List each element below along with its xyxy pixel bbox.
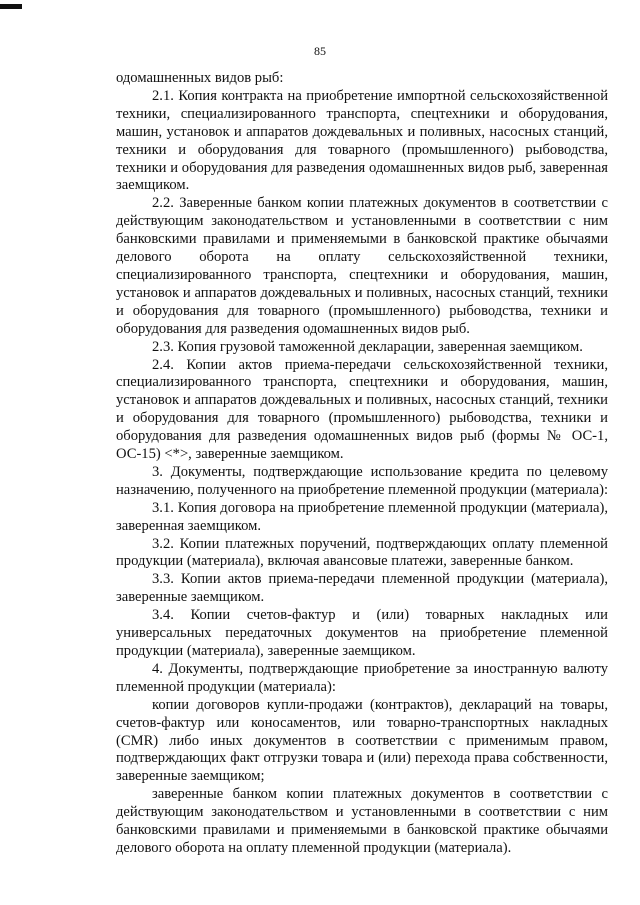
paragraph-3-3: 3.3. Копии актов приема-передачи племенной продукции (материала), заверенные заемщиком.: [116, 571, 608, 606]
paragraph-2-4: 2.4. Копии актов приема-передачи сельскохозяйственной техники, специализированного транспорта, спецтехники и оборудования, машин, установок и аппаратов дождевальных и поливных, насосных станций, техники и оборудования для товарного (промышленного) рыбоводства, техники и оборудования для разведения одомашненных видов рыб (формы № ОС-1, ОС-15) <*>, заверенные заемщиком.: [116, 356, 608, 463]
paragraph-2-2: 2.2. Заверенные банком копии платежных документов в соответствии с действующим законодательством и установленными в соответствии с ним банковскими правилами и применяемыми в банковской практике обычаями делового оборота на оплату сельскохозяйственной техники, специализированного транспорта, спецтехники и оборудования, машин, установок и аппаратов дождевальных и поливных, насосных станций, техники и оборудования для товарного (промышленного) рыбоводства, техники и оборудования для разведения одомашненных видов рыб.: [116, 195, 608, 337]
scan-corner-mark: [0, 4, 22, 9]
paragraph-3-4: 3.4. Копии счетов-фактур и (или) товарных накладных или универсальных передаточных документов на приобретение племенной продукции (материала), заверенные заемщиком.: [116, 607, 608, 659]
page-number: 85: [314, 44, 326, 58]
paragraph-3-2: 3.2. Копии платежных поручений, подтверждающих оплату племенной продукции (материала), включая авансовые платежи, заверенные банком.: [116, 535, 608, 570]
paragraph-4-item-contracts: копии договоров купли-продажи (контрактов), деклараций на товары, счетов-фактур или коносаментов, или товарно-транспортных накладных (CMR) либо иных документов в соответствии с применимым правом, подтверждающих факт отгрузки товара и (или) перехода права собственности, заверенные заемщиком;: [116, 696, 608, 785]
paragraph-continuation: одомашненных видов рыб:: [116, 70, 284, 86]
document-body: [116, 70, 608, 858]
paragraph-4-item-payments: заверенные банком копии платежных документов в соответствии с действующим законодательством и установленными в соответствии с ним банковскими правилами и применяемыми в банковской практике обычаями делового оборота на оплату племенной продукции (материала).: [116, 786, 608, 856]
paragraph-4: 4. Документы, подтверждающие приобретение за иностранную валюту племенной продукции (материала):: [116, 660, 608, 695]
paragraph-2-3: 2.3. Копия грузовой таможенной декларации, заверенная заемщиком.: [152, 338, 583, 355]
paragraph-3: 3. Документы, подтверждающие использование кредита по целевому назначению, полученного на приобретение племенной продукции (материала):: [116, 463, 609, 498]
paragraph-3-1: 3.1. Копия договора на приобретение племенной продукции (материала), заверенная заемщиком.: [116, 499, 608, 534]
paragraph-2-1: 2.1. Копия контракта на приобретение импортной сельскохозяйственной техники, специализированного транспорта, спецтехники и оборудования, машин, установок и аппаратов дождевальных и поливных, насосных станций, техники и оборудования для товарного (промышленного) рыбоводства, техники и оборудования для разведения одомашненных видов рыб, заверенная заемщиком.: [116, 87, 608, 194]
